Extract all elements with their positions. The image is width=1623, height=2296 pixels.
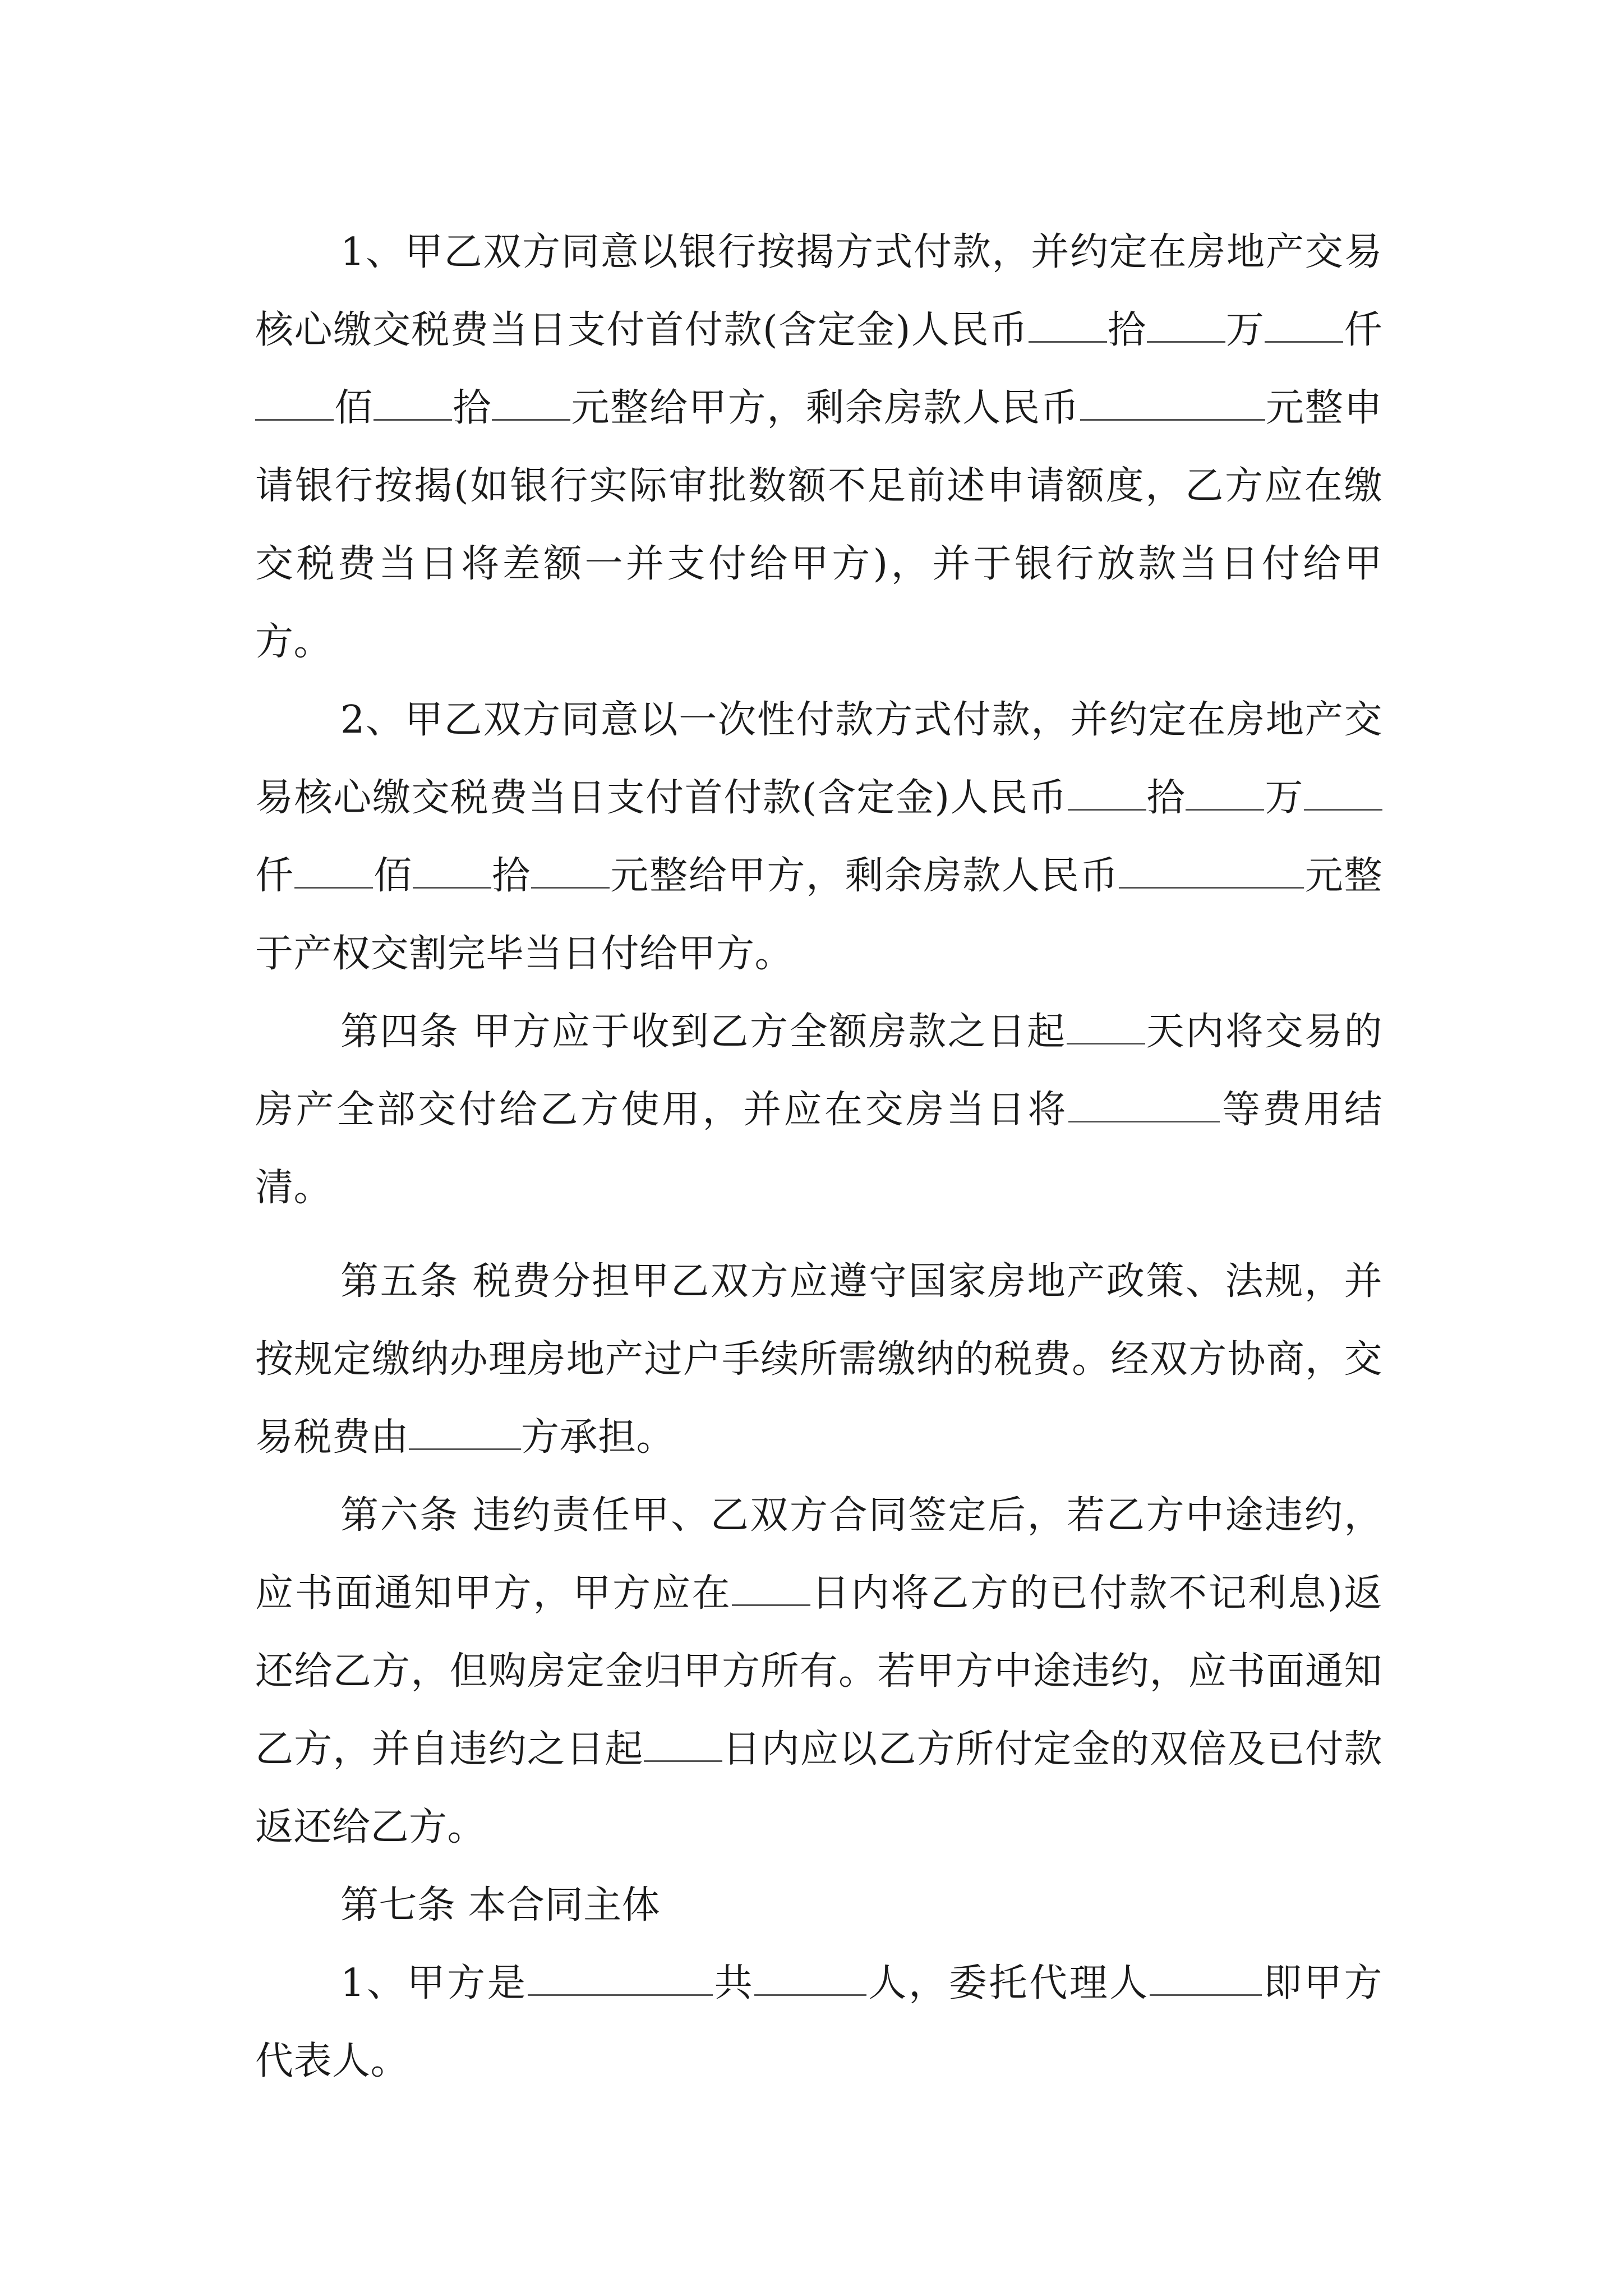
article-4-delivery <box>255 993 1382 1227</box>
clause-mortgage-payment <box>255 213 1382 681</box>
blank-field <box>1186 807 1264 811</box>
text-segment: 1、甲方是 <box>340 1961 528 2005</box>
text-segment: 仟 <box>255 854 294 898</box>
blank-field <box>1068 1119 1220 1122</box>
text-segment: 万 <box>1264 776 1304 820</box>
article-6-breach <box>255 1476 1382 1866</box>
blank-field <box>528 1992 713 1996</box>
blank-field <box>1265 339 1343 343</box>
text-segment: 拾 <box>1146 776 1186 820</box>
text-segment: 元整于产权交割完毕当日付给甲方。 <box>255 854 1382 976</box>
text-segment: 日内应以乙方所付定金的双倍及已付款返还给乙方。 <box>255 1727 1382 1849</box>
blank-field <box>413 885 491 889</box>
blank-field <box>644 1758 722 1762</box>
blank-field <box>255 417 334 421</box>
text-segment: 元整给甲方，剩余房款人民币 <box>609 854 1119 898</box>
text-segment: 佰 <box>334 386 374 430</box>
blank-field <box>531 885 610 889</box>
text-segment: 拾 <box>491 854 531 898</box>
blank-field <box>1080 417 1265 421</box>
blank-field <box>294 885 373 889</box>
text-segment: 万 <box>1225 308 1265 352</box>
text-segment: 第四条 甲方应于收到乙方全额房款之日起 <box>340 1010 1067 1054</box>
text-segment: 第五条 税费分担甲乙双方应遵守国家房地产政策、法规，并按规定缴纳办理房地产过户手续所需缴纳的税费。经双方协商，交易税费由 <box>255 1259 1382 1460</box>
text-segment: 日内将乙方的已付款不记利息)返还给乙方，但购房定金归甲方所有。若甲方中途违约，应书面通知乙方，并自违约之日起 <box>255 1571 1382 1772</box>
text-segment: 1、甲乙双方同意以银行按揭方式付款，并约定在房地产交易核心缴交税费当日支付首付款(含定金)人民币 <box>255 230 1382 352</box>
text-segment: 拾 <box>1106 308 1147 352</box>
blank-field <box>1068 807 1146 811</box>
article-7-title: 第七条 本合同主体 <box>340 1883 661 1927</box>
blank-field <box>1119 885 1304 889</box>
text-segment: 拾 <box>452 386 492 430</box>
blank-field <box>1150 1992 1262 1996</box>
blank-field <box>732 1602 810 1606</box>
clause-party-a <box>255 1944 1382 2100</box>
text-segment: 人，委托代理人 <box>866 1961 1150 2005</box>
text-segment: 2、甲乙双方同意以一次性付款方式付款，并约定在房地产交易核心缴交税费当日支付首付款(含定金)人民币 <box>255 698 1382 820</box>
text-segment: 即甲方代表人。 <box>255 1961 1382 2083</box>
blank-field <box>754 1992 866 1996</box>
text-segment: 等费用结清。 <box>255 1088 1382 1210</box>
blank-field <box>492 417 570 421</box>
text-segment: 第六条 违约责任甲、乙双方合同签定后，若乙方中途违约，应书面通知甲方，甲方应在 <box>255 1493 1382 1616</box>
document-body <box>255 213 1382 2100</box>
blank-field <box>1029 339 1107 343</box>
blank-field <box>409 1446 521 1450</box>
blank-field <box>1147 339 1225 343</box>
blank-field <box>1067 1041 1145 1045</box>
clause-lump-sum-payment <box>255 681 1382 993</box>
blank-field <box>1304 807 1382 811</box>
text-segment: 元整申请银行按揭(如银行实际审批数额不足前述申请额度，乙方应在缴交税费当日将差额一并支付给甲方)，并于银行放款当日付给甲方。 <box>255 386 1383 664</box>
article-5-taxes <box>255 1243 1382 1476</box>
text-segment: 共 <box>712 1961 755 2005</box>
text-segment: 佰 <box>372 854 413 898</box>
blank-field <box>374 417 452 421</box>
text-segment: 天内将交易的房产全部交付给乙方使用，并应在交房当日将 <box>255 1010 1382 1132</box>
text-segment: 元整给甲方，剩余房款人民币 <box>570 386 1080 430</box>
text-segment: 方承担。 <box>521 1415 675 1460</box>
text-segment: 仟 <box>1343 308 1382 352</box>
